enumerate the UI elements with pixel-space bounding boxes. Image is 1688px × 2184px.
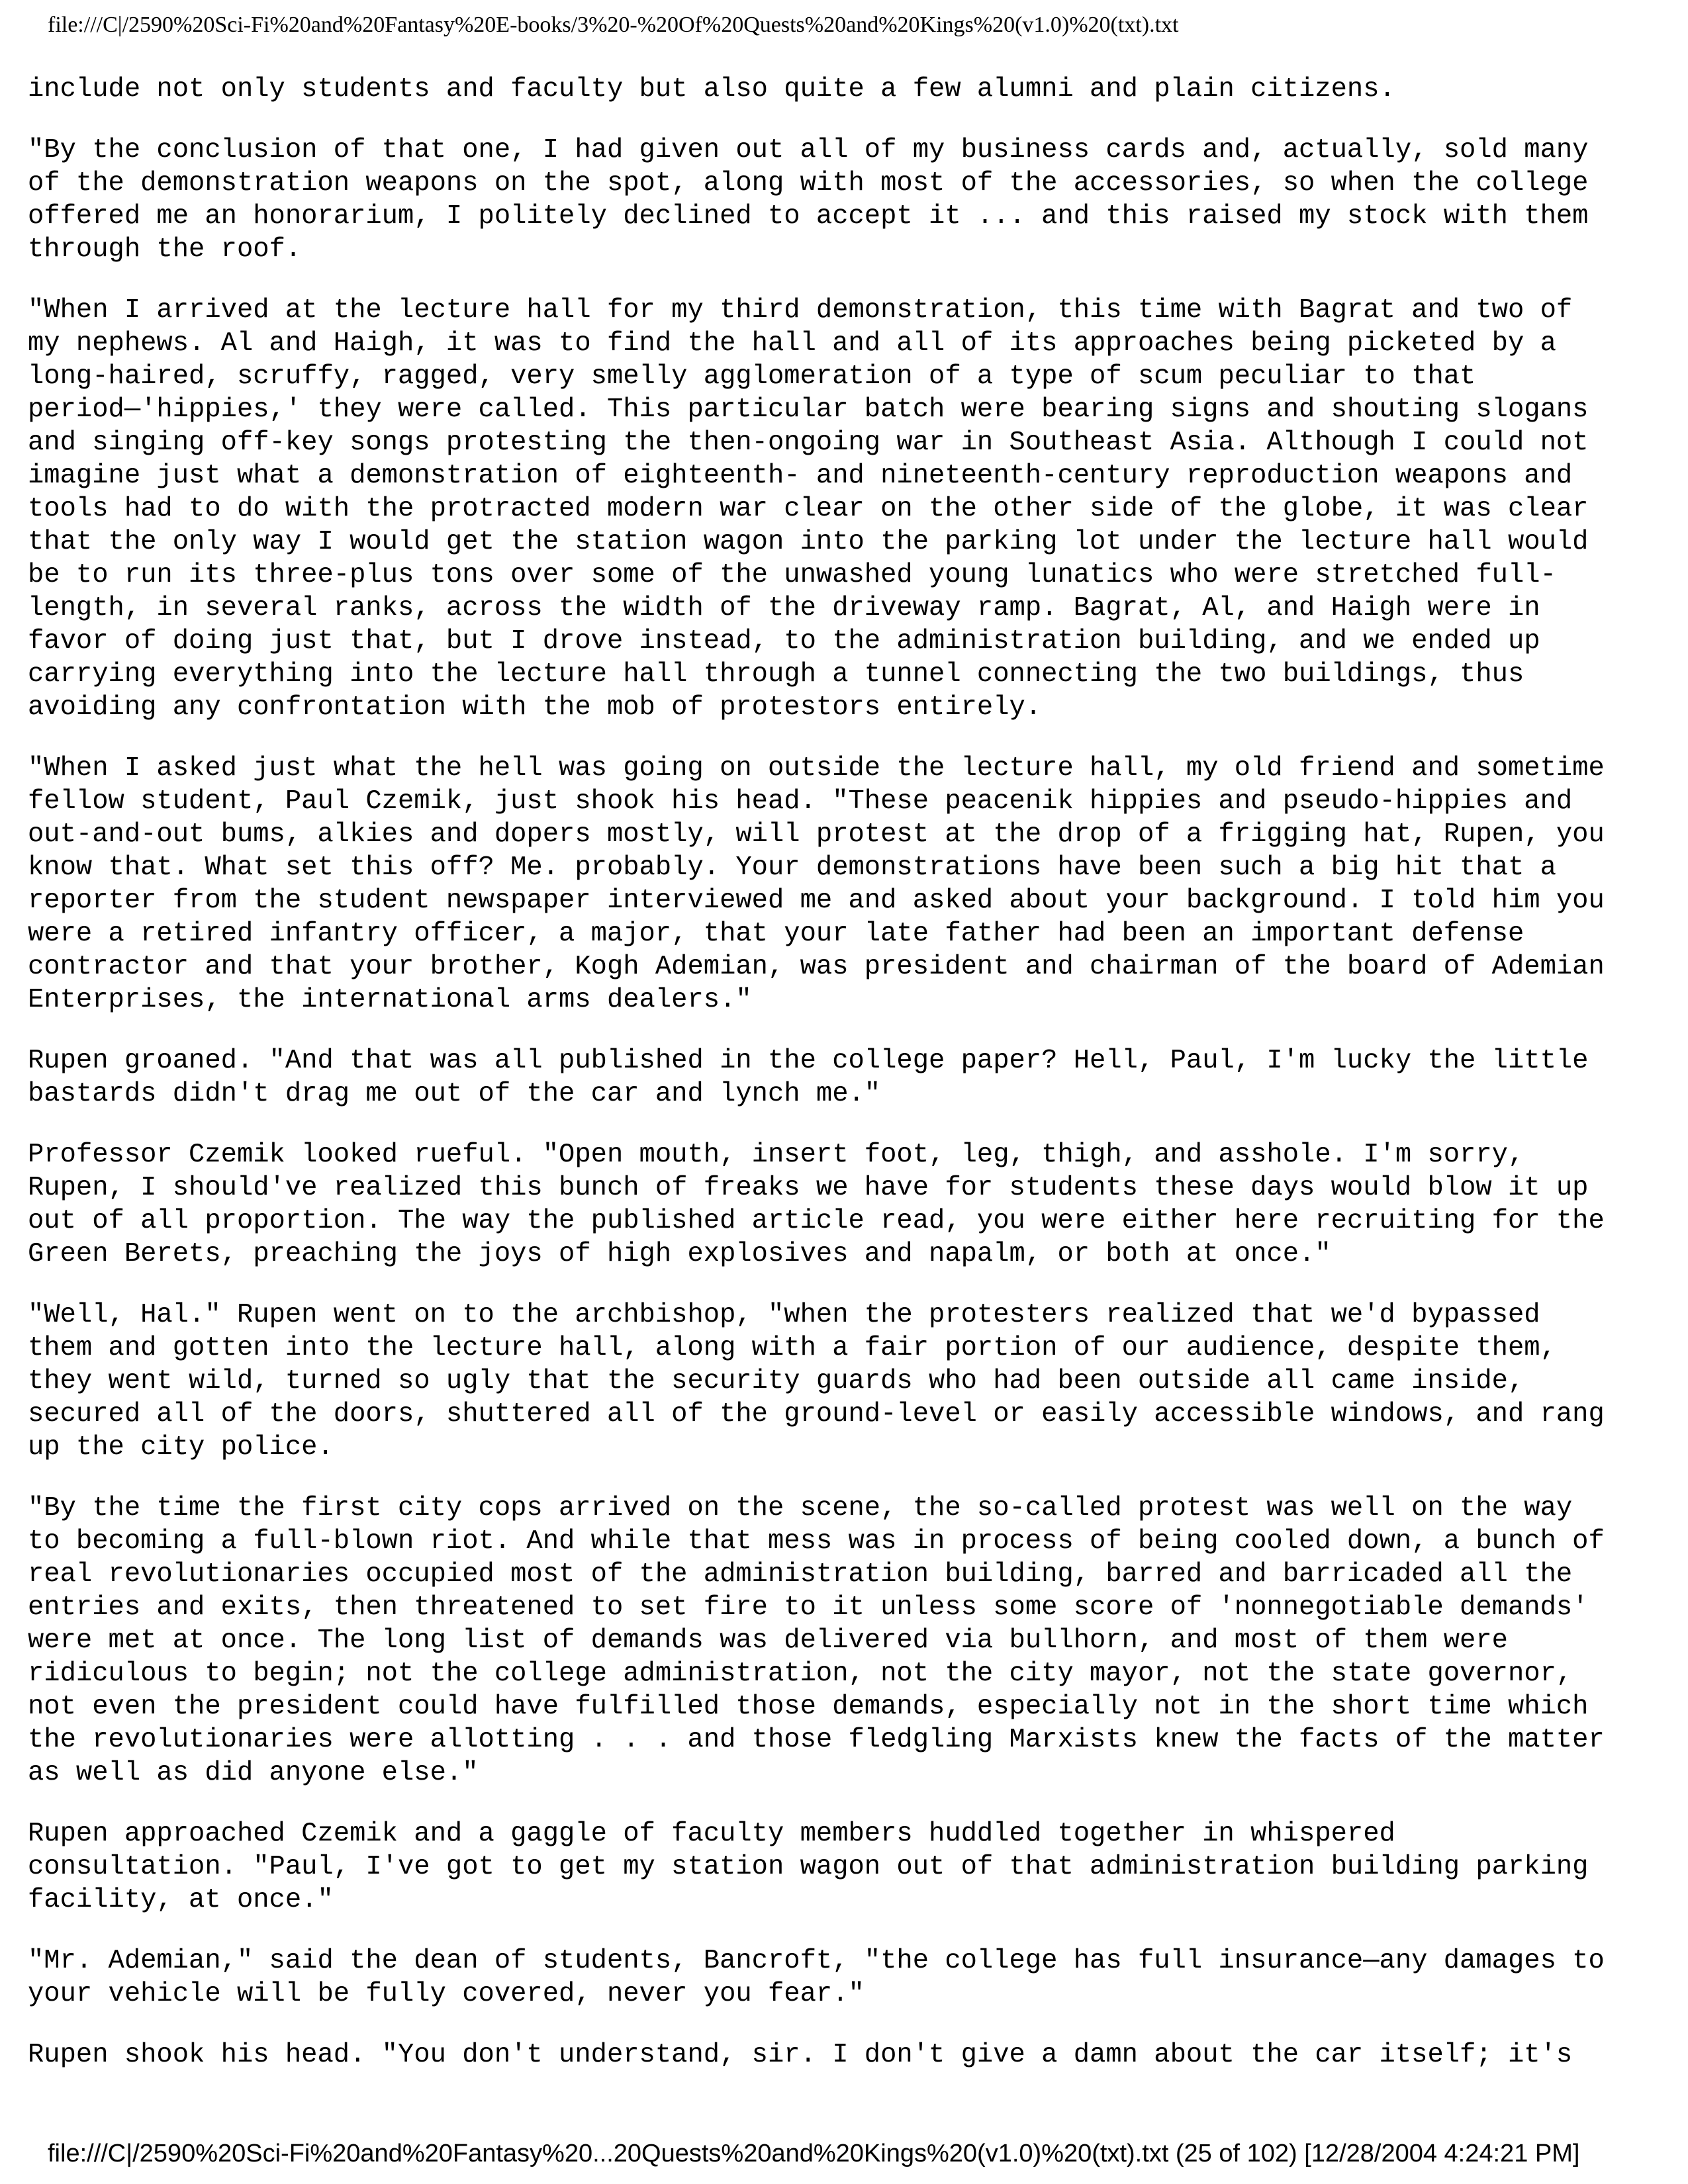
paragraph: Rupen groaned. "And that was all published in the college paper? Hell, Paul, I'm lucky the little bastards didn't drag me out of the car and lynch me.": [28, 1046, 1589, 1109]
paragraph: Rupen shook his head. "You don't understand, sir. I don't give a damn about the car itself; it's: [28, 2040, 1573, 2070]
paragraph: "Mr. Ademian," said the dean of students, Bancroft, "the college has full insurance—any damages to your vehicle will be fully covered, never you fear.": [28, 1946, 1605, 2009]
page-footer: file:///C|/2590%20Sci-Fi%20and%20Fantasy%20...20Quests%20and%20Kings%20(v1.0)%20(txt).txt (25 of 102) [12/28/2004 4:24:21 PM]: [48, 2140, 1580, 2167]
paragraph: include not only students and faculty but also quite a few alumni and plain citizens.: [28, 74, 1395, 105]
paragraph: "By the conclusion of that one, I had given out all of my business cards and, actually, sold many of the demonstration weapons on the spot, along with most of the accessories, so when the college offered me an honorarium, I politely declined to accept it ... and this raised my stock with them through the roof.: [28, 135, 1589, 265]
paragraph: "When I asked just what the hell was going on outside the lecture hall, my old friend and sometime fellow student, Paul Czemik, just shook his head. "These peacenik hippies and pseudo-hippies and out-and-out bums, alkies and dopers mostly, will protest at the drop of a frigging hat, Rupen, you know that. What set this off? Me. probably. Your demonstrations have been such a big hit that a reporter from the student newspaper interviewed me and asked about your background. I told him you were a retired infantry officer, a major, that your late father had been an important defense contractor and that your brother, Kogh Ademian, was president and chairman of the board of Ademian Enterprises, the international arms dealers.": [28, 753, 1605, 1015]
paragraph: "Well, Hal." Rupen went on to the archbishop, "when the protesters realized that we'd bypassed them and gotten into the lecture hall, along with a fair portion of our audience, despite them, they went wild, turned so ugly that the security guards who had been outside all came inside, secured all of the doors, shuttered all of the ground-level or easily accessible windows, and rang up the city police.: [28, 1300, 1605, 1463]
document-body: [28, 73, 1663, 2071]
paragraph: "By the time the first city cops arrived on the scene, the so-called protest was well on the way to becoming a full-blown riot. And while that mess was in process of being cooled down, a bunch of real revolutionaries occupied most of the administration building, barred and barricaded all the entries and exits, then threatened to set fire to it unless some score of 'nonnegotiable demands' were met at once. The long list of demands was delivered via bullhorn, and most of them were ridiculous to begin; not the college administration, not the city mayor, not the state governor, not even the president could have fulfilled those demands, especially not in the short time which the revolutionaries were allotting . . . and those fledgling Marxists knew the facts of the matter as well as did anyone else.": [28, 1493, 1605, 1788]
paragraph: "When I arrived at the lecture hall for my third demonstration, this time with Bagrat and two of my nephews. Al and Haigh, it was to find the hall and all of its approaches being picketed by a long-haired, scruffy, ragged, very smelly agglomeration of a type of scum peculiar to that period—'hippies,' they were called. This particular batch were bearing signs and shouting slogans and singing off-key songs protesting the then-ongoing war in Southeast Asia. Although I could not imagine just what a demonstration of eighteenth- and nineteenth-century reproduction weapons and tools had to do with the protracted modern war clear on the other side of the globe, it was clear that the only way I would get the station wagon into the parking lot under the lecture hall would be to run its three-plus tons over some of the unwashed young lunatics who were stretched full- length, in several ranks, across the width of the driveway ramp. Bagrat, Al, and Haigh were in favor of doing just that, but I drove instead, to the administration building, and we ended up carrying everything into the lecture hall through a tunnel connecting the two buildings, thus avoiding any confrontation with the mob of protestors entirely.: [28, 295, 1589, 723]
paragraph: Rupen approached Czemik and a gaggle of faculty members huddled together in whispered consultation. "Paul, I've got to get my station wagon out of that administration building parking facility, at once.": [28, 1819, 1589, 1915]
file-path-header: file:///C|/2590%20Sci-Fi%20and%20Fantasy%20E-books/3%20-%20Of%20Quests%20and%20Kings%20(v1.0)%20(txt).txt: [48, 13, 1179, 37]
paragraph: Professor Czemik looked rueful. "Open mouth, insert foot, leg, thigh, and asshole. I'm sorry, Rupen, I should've realized this bunch of freaks we have for students these days would blow it up out of all proportion. The way the published article read, you were either here recruiting for the Green Berets, preaching the joys of high explosives and napalm, or both at once.": [28, 1140, 1605, 1269]
